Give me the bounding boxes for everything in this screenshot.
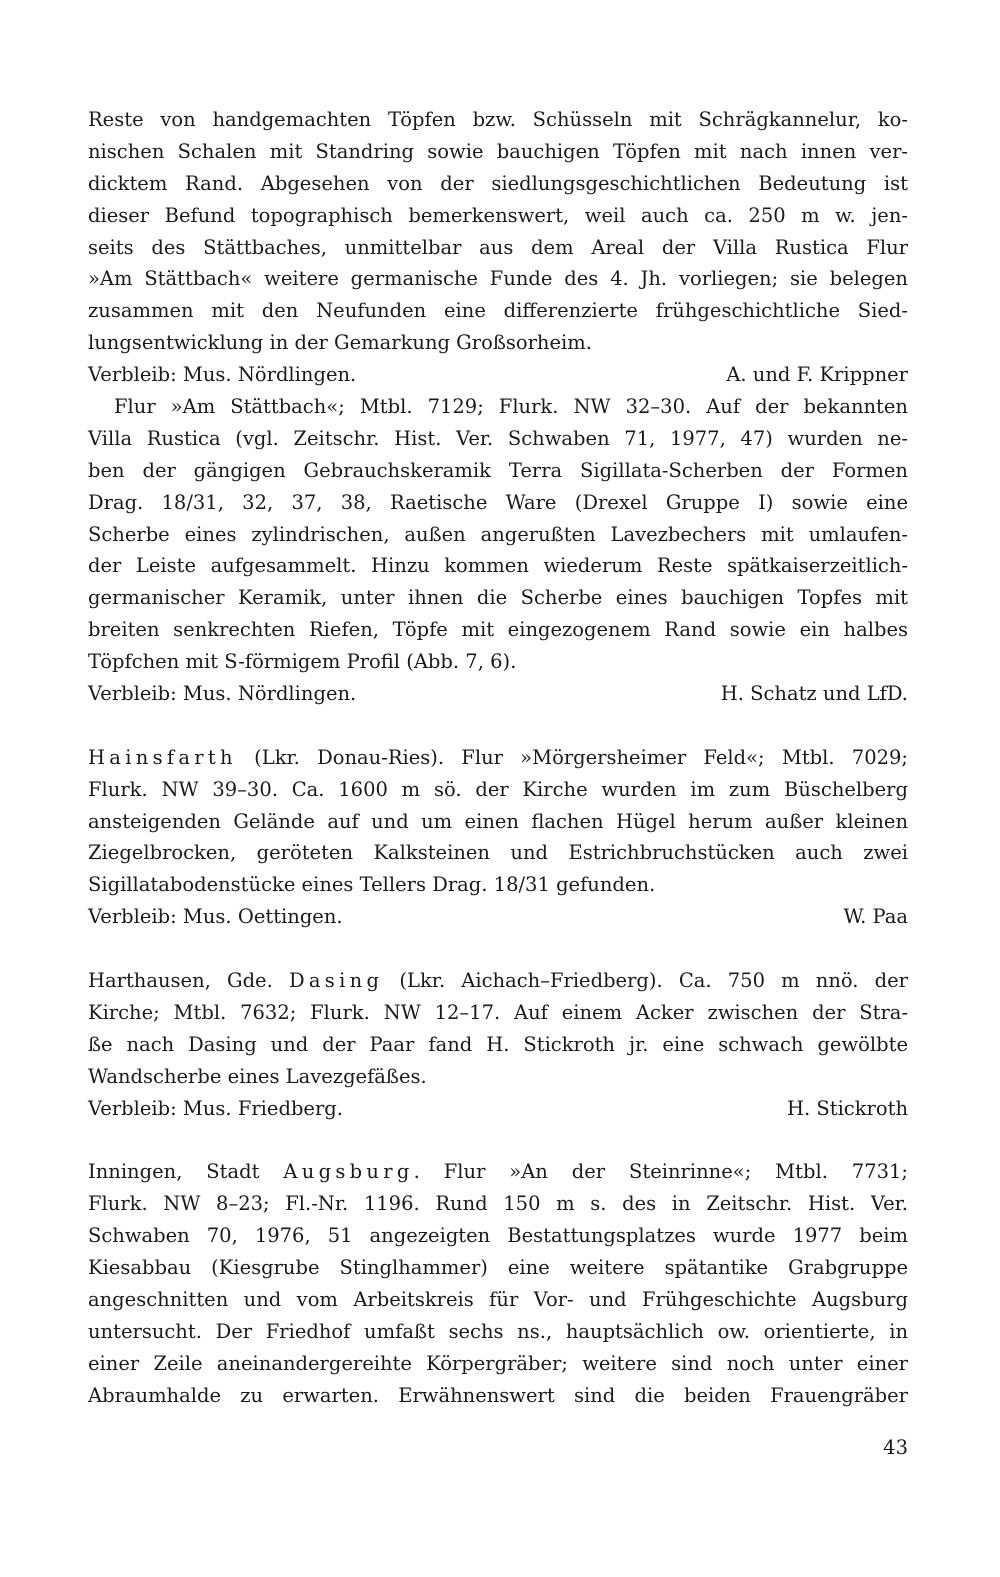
text-line: der Leiste aufgesammelt. Hinzu kommen wiederum Reste spätkaiserzeitlich-: [88, 554, 908, 578]
verbleib-note: Verbleib: Mus. Friedberg.: [88, 1096, 343, 1120]
text-line: Kirche; Mtbl. 7632; Flurk. NW 12–17. Auf einem Acker zwischen der Stra-: [88, 1000, 908, 1024]
text-line: [88, 965, 908, 997]
text-line: Abraumhalde zu erwarten. Erwähnenswert sind die beiden Frauengräber: [88, 1383, 908, 1407]
text-fragment: Inningen, Stadt: [88, 1160, 284, 1184]
text-line: Flurk. NW 39–30. Ca. 1600 m sö. der Kirche wurden im zum Büschelberg: [88, 777, 908, 801]
text-line: [88, 742, 908, 774]
verbleib-note: Verbleib: Mus. Nördlingen.: [88, 363, 357, 387]
verbleib-row: [88, 1093, 908, 1125]
text-line: ansteigenden Gelände auf und um einen flachen Hügel herum außer kleinen: [88, 809, 908, 833]
author-credit: H. Schatz und LfD.: [720, 682, 908, 706]
text-line: untersucht. Der Friedhof umfaßt sechs ns., hauptsächlich ow. orientierte, in: [88, 1319, 908, 1343]
text-line: Sigillatabodenstücke eines Tellers Drag. 18/31 gefunden.: [88, 873, 656, 897]
text-line: Wandscherbe eines Lavezgefäßes.: [88, 1064, 427, 1088]
text-line: breiten senkrechten Riefen, Töpfe mit eingezogenem Rand sowie ein halbes: [88, 618, 908, 642]
text-line: Scherbe eines zylindrischen, außen angerußten Lavezbechers mit umlaufen-: [88, 522, 908, 546]
text-line: Kiesabbau (Kiesgrube Stinglhammer) eine weitere spätantike Grabgruppe: [88, 1256, 908, 1280]
page-body: [88, 104, 908, 1412]
text-line: einer Zeile aneinandergereihte Körpergräber; weitere sind noch unter einer: [88, 1351, 908, 1375]
text-line: dieser Befund topographisch bemerkenswert, weil auch ca. 250 m w. jen-: [88, 203, 908, 227]
text-line: »Am Stättbach« weitere germanische Funde des 4. Jh. vorliegen; sie belegen: [88, 267, 908, 291]
verbleib-row: [88, 678, 908, 710]
paragraph-grosssorheim: [88, 104, 908, 391]
paragraph-gap: [88, 710, 908, 742]
paragraph-gap: [88, 1125, 908, 1157]
text-fragment: Harthausen, Gde.: [88, 969, 289, 993]
text-line: lungsentwicklung in der Gemarkung Großsorheim.: [88, 331, 592, 355]
text-line: Töpfchen mit S-förmigem Profil (Abb. 7, 6).: [88, 650, 517, 674]
text-line: angeschnitten und vom Arbeitskreis für Vor- und Frühgeschichte Augsburg: [88, 1287, 908, 1311]
text-line: Flurk. NW 8–23; Fl.-Nr. 1196. Rund 150 m s. des in Zeitschr. Hist. Ver.: [88, 1192, 908, 1216]
text-line: [88, 1156, 908, 1188]
place-name: Dasing: [288, 969, 384, 993]
text-line: nischen Schalen mit Standring sowie bauchigen Töpfen mit nach innen ver-: [88, 139, 908, 163]
author-credit: A. und F. Krippner: [726, 363, 908, 387]
verbleib-note: Verbleib: Mus. Nördlingen.: [88, 682, 357, 706]
paragraph-harthausen: [88, 965, 908, 1124]
paragraph-gap: [88, 933, 908, 965]
text-line: zusammen mit den Neufunden eine differenzierte frühgeschichtliche Sied-: [88, 299, 908, 323]
place-name: Augsburg: [283, 1160, 414, 1184]
text-line: Flur »Am Stättbach«; Mtbl. 7129; Flurk. NW 32–30. Auf der bekannten: [114, 395, 908, 419]
text-fragment: . Flur »An der Steinrinne«; Mtbl. 7731;: [413, 1160, 908, 1184]
text-line: ße nach Dasing und der Paar fand H. Stickroth jr. eine schwach gewölbte: [88, 1032, 908, 1056]
text-line: ben der gängigen Gebrauchskeramik Terra Sigillata-Scherben der Formen: [88, 458, 908, 482]
text-fragment: (Lkr. Donau-Ries). Flur »Mörgersheimer Feld«; Mtbl. 7029;: [236, 745, 908, 769]
text-fragment: (Lkr. Aichach–Friedberg). Ca. 750 m nnö. der: [383, 969, 908, 993]
verbleib-note: Verbleib: Mus. Oettingen.: [88, 905, 343, 929]
place-name: Hainsfarth: [88, 745, 237, 769]
paragraph-hainsfarth: [88, 742, 908, 933]
author-credit: W. Paa: [843, 905, 908, 929]
paragraph-am-staettbach: [88, 391, 908, 710]
text-line: dicktem Rand. Abgesehen von der siedlungsgeschichtlichen Bedeutung ist: [88, 171, 908, 195]
text-line: Ziegelbrocken, geröteten Kalksteinen und Estrichbruchstücken auch zwei: [88, 841, 908, 865]
text-line: germanischer Keramik, unter ihnen die Scherbe eines bauchigen Topfes mit: [88, 586, 908, 610]
text-line: Drag. 18/31, 32, 37, 38, Raetische Ware (Drexel Gruppe I) sowie eine: [88, 490, 908, 514]
author-credit: H. Stickroth: [786, 1096, 908, 1120]
verbleib-row: [88, 359, 908, 391]
text-line: Reste von handgemachten Töpfen bzw. Schüsseln mit Schrägkannelur, ko-: [88, 108, 908, 131]
text-line: seits des Stättbaches, unmittelbar aus dem Areal der Villa Rustica Flur: [88, 235, 908, 259]
verbleib-row: [88, 901, 908, 933]
page-number: 43: [883, 1436, 908, 1459]
paragraph-inningen: [88, 1156, 908, 1411]
text-line: Villa Rustica (vgl. Zeitschr. Hist. Ver. Schwaben 71, 1977, 47) wurden ne-: [88, 426, 908, 450]
text-line: Schwaben 70, 1976, 51 angezeigten Bestattungsplatzes wurde 1977 beim: [88, 1224, 908, 1248]
